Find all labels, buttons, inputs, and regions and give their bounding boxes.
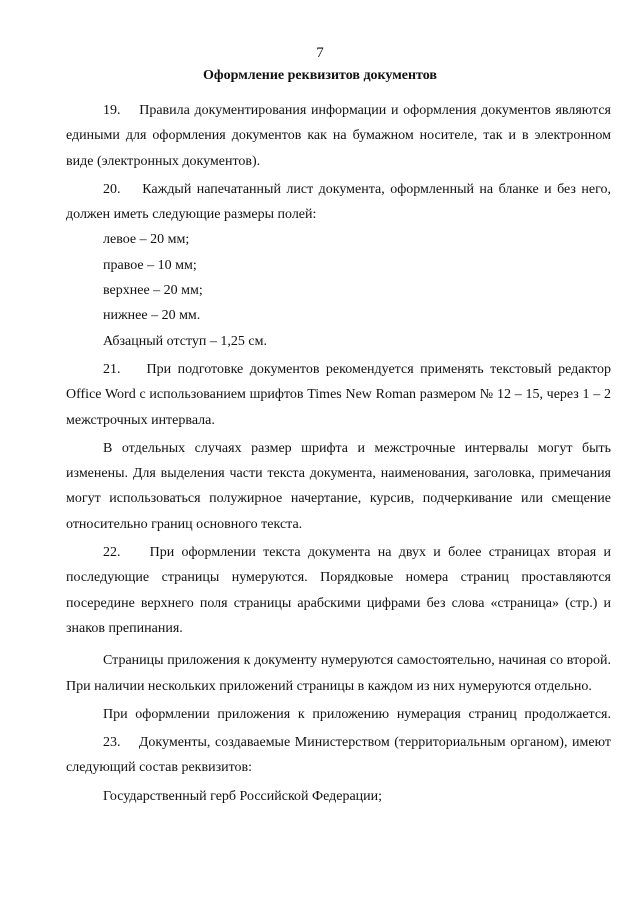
document-body [66, 98, 611, 809]
paragraph-21-continued: В отдельных случаях размер шрифта и межстрочные интервалы могут быть изменены. Для выделения части текста документа, наименования, заголовка, примечания могут использоваться полужирное начертание, курсив, подчеркивание или смещение относительно границ основного текста. [66, 440, 611, 532]
margin-right-item: правое – 10 мм; [103, 257, 197, 273]
paragraph-19: 19. Правила документирования информации и оформления документов являются едиными для оформления документов как на бумажном носителе, так и в электронном виде (электронных документов). [66, 103, 611, 169]
paragraph-23-item-coat-of-arms: Государственный герб Российской Федерации; [103, 788, 383, 804]
paragraph-22-appendix: Страницы приложения к документу нумеруются самостоятельно, начиная со второй. При наличии нескольких приложений страницы в каждом из них нумеруются отдельно. [66, 653, 611, 694]
margin-top-item: верхнее – 20 мм; [103, 283, 203, 299]
margin-bottom-item: нижнее – 20 мм. [103, 308, 201, 324]
page-number: 7 [316, 45, 324, 61]
paragraph-indent-item: Абзацный отступ – 1,25 см. [103, 333, 267, 349]
margin-left-item: левое – 20 мм; [103, 232, 190, 248]
paragraph-23: 23. Документы, создаваемые Министерством (территориальным органом), имеют следующий состав реквизитов: [66, 735, 611, 776]
paragraph-22-appendix-continued: При оформлении приложения к приложению нумерация страниц продолжается. [103, 706, 611, 722]
paragraph-22: 22. При оформлении текста документа на двух и более страницах вторая и последующие страницы нумеруются. Порядковые номера страниц проставляются посередине верхнего поля страницы арабскими цифрами без слова «страница» (стр.) и знаков препинания. [66, 545, 611, 636]
paragraph-20: 20. Каждый напечатанный лист документа, оформленный на бланке и без него, должен иметь следующие размеры полей: [66, 181, 611, 223]
section-title: Оформление реквизитов документов [203, 68, 437, 83]
paragraph-21: 21. При подготовке документов рекомендуется применять текстовый редактор Office Word с использованием шрифтов Times New Roman размером № 12 – 15, через 1 – 2 межстрочных интервала. [66, 361, 611, 428]
